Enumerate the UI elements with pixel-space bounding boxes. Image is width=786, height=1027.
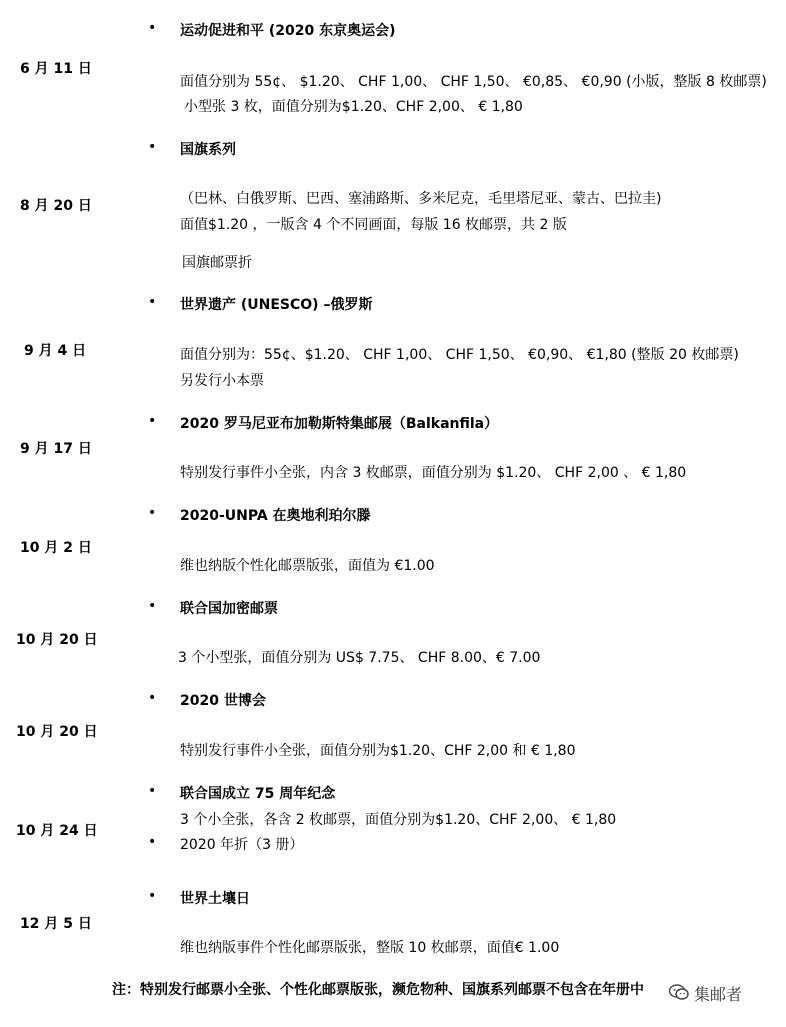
bullet-icon: •: [148, 783, 157, 799]
bullet-icon: •: [148, 834, 157, 850]
entry-detail: 特别发行事件小全张，内含 3 枚邮票，面值分别为 $1.20、 CHF 2,00 、 € 1,80: [180, 465, 687, 481]
entry-date: 6 月 11 日: [20, 61, 92, 77]
entry-date: 10 月 2 日: [20, 540, 92, 556]
entry-date: 10 月 20 日: [16, 632, 98, 648]
entry-title: 运动促进和平 (2020 东京奥运会): [180, 23, 396, 39]
entry-detail: 小型张 3 枚，面值分别为$1.20、CHF 2,00、 € 1,80: [184, 99, 523, 115]
entry-date: 12 月 5 日: [20, 916, 92, 932]
entry-title: 2020 世博会: [180, 693, 266, 709]
bullet-icon: •: [148, 20, 157, 36]
entry-title: 国旗系列: [180, 142, 236, 158]
entry-title: 联合国成立 75 周年纪念: [180, 786, 336, 802]
entry-title: 世界土壤日: [180, 891, 250, 907]
entry-detail: 特别发行事件小全张，面值分别为$1.20、CHF 2,00 和 € 1,80: [180, 743, 576, 759]
entry-detail: 国旗邮票折: [182, 255, 252, 271]
bullet-icon: •: [148, 294, 157, 310]
bullet-icon: •: [148, 139, 157, 155]
entry-date: 9 月 4 日: [24, 343, 87, 359]
wechat-official-account-icon: [668, 983, 690, 1005]
bullet-icon: •: [148, 690, 157, 706]
entry-title: 世界遗产 (UNESCO) –俄罗斯: [180, 297, 373, 313]
watermark: [668, 982, 742, 1005]
entry-date: 8 月 20 日: [20, 198, 92, 214]
entry-date: 10 月 20 日: [16, 724, 98, 740]
entry-detail: 面值$1.20 ，一版含 4 个不同画面，每版 16 枚邮票，共 2 版: [180, 217, 567, 233]
bullet-icon: •: [148, 888, 157, 904]
entry-date: 10 月 24 日: [16, 823, 98, 839]
entry-detail: 面值分别为：55¢、$1.20、 CHF 1,00、 CHF 1,50、 €0,90、 €1,80 (整版 20 枚邮票): [180, 347, 739, 363]
entry-title: 联合国加密邮票: [180, 601, 278, 617]
entry-date: 9 月 17 日: [20, 441, 92, 457]
entry-detail: 维也纳版事件个性化邮票版张，整版 10 枚邮票，面值€ 1.00: [180, 940, 560, 956]
entry-title: 2020-UNPA 在奥地利珀尔滕: [180, 508, 371, 524]
bullet-icon: •: [148, 413, 157, 429]
footnote: 注：特别发行邮票小全张、个性化邮票版张，濒危物种、国旗系列邮票不包含在年册中: [112, 982, 644, 998]
entry-detail: （巴林、白俄罗斯、巴西、塞浦路斯、多米尼克，毛里塔尼亚、蒙古、巴拉圭): [180, 191, 662, 207]
entry-detail: 2020 年折（3 册）: [180, 837, 304, 853]
bullet-icon: •: [148, 505, 157, 521]
entry-detail: 另发行小本票: [180, 373, 264, 389]
entry-detail: 3 个小全张，各含 2 枚邮票，面值分别为$1.20、CHF 2,00、 € 1,80: [180, 812, 617, 828]
entry-detail: 3 个小型张，面值分别为 US$ 7.75、 CHF 8.00、€ 7.00: [178, 650, 541, 666]
watermark-text: 集邮者: [694, 985, 743, 1004]
entry-detail: 维也纳版个性化邮票版张，面值为 €1.00: [180, 558, 435, 574]
entry-detail: 面值分别为 55¢、 $1.20、 CHF 1,00、 CHF 1,50、 €0,85、 €0,90 (小版，整版 8 枚邮票): [180, 74, 767, 90]
bullet-icon: •: [148, 598, 157, 614]
entry-title: 2020 罗马尼亚布加勒斯特集邮展（Balkanfila）: [180, 416, 499, 432]
